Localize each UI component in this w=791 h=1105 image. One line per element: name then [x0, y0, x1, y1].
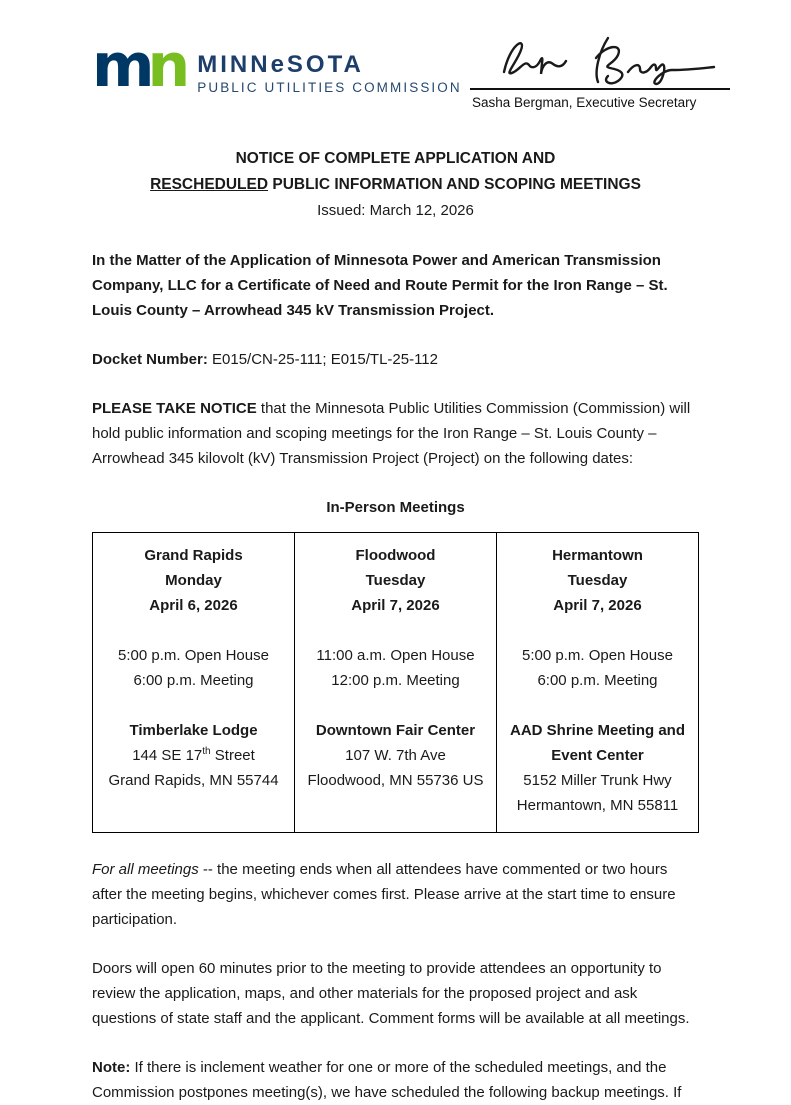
mn-logo-n: n — [147, 31, 184, 101]
document-header — [92, 0, 699, 140]
spacer — [303, 693, 488, 718]
matter-paragraph: In the Matter of the Application of Minnesota Power and American Transmission Company, LLC for a Certificate of Need and Route Permit for the Iron Range – St. Louis County – Arrowhead 345 kV Transmission Project. — [92, 252, 668, 319]
brand-subtitle: PUBLIC UTILITIES COMMISSION — [197, 80, 462, 95]
meeting-city: Grand Rapids — [144, 547, 243, 564]
mn-logo-icon — [92, 31, 184, 101]
address-ordinal: th — [202, 746, 211, 757]
meeting-address-2: Grand Rapids, MN 55744 — [108, 772, 279, 789]
brand-name: MINNeSOTA — [197, 51, 364, 78]
meeting-day: Tuesday — [567, 572, 628, 589]
docket-value: E015/CN-25-111; E015/TL-25-112 — [207, 351, 438, 368]
signature-block — [470, 30, 730, 110]
meeting-day: Tuesday — [365, 572, 426, 589]
meeting-time-1: 5:00 p.m. Open House — [522, 647, 673, 664]
notice-rest: that the Minnesota Public Utilities Commission (Commission) will hold public information and scoping meetings for the Iron Range – St. Louis County – Arrowhead 345 kilovolt (kV) Transmission Project (Project) on the following dates: — [92, 400, 691, 467]
spacer — [101, 693, 286, 718]
notice-title — [92, 146, 699, 224]
title-line-2-rest: PUBLIC INFORMATION AND SCOPING MEETINGS — [268, 176, 641, 193]
spacer — [505, 693, 690, 718]
meeting-city: Floodwood — [355, 547, 436, 564]
for-all-meetings-rest: -- the meeting ends when all attendees have commented or two hours after the meeting begins, whichever comes first. Please arrive at the start time to ensure participation. — [92, 861, 676, 928]
signature-icon — [490, 30, 720, 86]
meeting-address-1 — [101, 743, 286, 768]
meeting-address-1 — [303, 743, 488, 768]
meeting-date: April 7, 2026 — [351, 597, 440, 614]
in-person-meetings-heading: In-Person Meetings — [326, 499, 465, 516]
meeting-address-2: Hermantown, MN 55811 — [516, 797, 679, 814]
spacer — [303, 618, 488, 643]
meeting-date: April 6, 2026 — [149, 597, 238, 614]
spacer — [505, 618, 690, 643]
address-text: Street — [210, 747, 255, 764]
meeting-cell-grand-rapids — [93, 533, 295, 833]
docket-label: Docket Number: — [92, 351, 208, 368]
note-paragraph — [92, 1055, 699, 1105]
docket-number — [92, 347, 699, 372]
meeting-time-2: 6:00 p.m. Meeting — [133, 672, 254, 689]
note-rest: If there is inclement weather for one or more of the scheduled meetings, and the Commission postpones meeting(s), we have scheduled the following backup meetings. If — [92, 1059, 682, 1101]
meeting-date: April 7, 2026 — [553, 597, 642, 614]
address-text: 5152 Miller Trunk Hwy — [523, 772, 672, 789]
meeting-venue: AAD Shrine Meeting and Event Center — [509, 722, 685, 764]
meeting-cell-floodwood — [295, 533, 497, 833]
title-line-1: NOTICE OF COMPLETE APPLICATION AND — [235, 150, 556, 167]
meeting-cell-hermantown — [497, 533, 699, 833]
notice-paragraph — [92, 396, 699, 471]
meeting-time-2: 12:00 p.m. Meeting — [331, 672, 460, 689]
meeting-venue: Timberlake Lodge — [129, 722, 258, 739]
meeting-day: Monday — [165, 572, 222, 589]
issued-date: Issued: March 12, 2026 — [317, 202, 474, 219]
table-row — [93, 533, 699, 833]
title-line-2 — [92, 172, 699, 198]
meeting-time-1: 5:00 p.m. Open House — [118, 647, 269, 664]
spacer — [101, 618, 286, 643]
mn-puc-logo — [92, 31, 462, 101]
address-text: 144 SE 17 — [132, 747, 203, 764]
meeting-address-1 — [505, 768, 690, 793]
for-all-meetings-paragraph — [92, 857, 699, 932]
meeting-city: Hermantown — [552, 547, 643, 564]
for-all-meetings-italic: For all meetings — [92, 861, 199, 878]
meetings-table — [92, 532, 699, 833]
signature-label: Sasha Bergman, Executive Secretary — [472, 95, 697, 110]
address-text: 107 W. 7th Ave — [345, 747, 446, 764]
meeting-time-2: 6:00 p.m. Meeting — [537, 672, 658, 689]
mn-logo-m: m — [92, 31, 148, 101]
meeting-venue: Downtown Fair Center — [315, 722, 476, 739]
document-content — [92, 0, 699, 1105]
meeting-address-2: Floodwood, MN 55736 US — [307, 772, 484, 789]
title-rescheduled: RESCHEDULED — [150, 176, 269, 193]
logo-wordmark — [197, 42, 461, 98]
meeting-time-1: 11:00 a.m. Open House — [316, 647, 475, 664]
notice-bold: PLEASE TAKE NOTICE — [92, 400, 257, 417]
doors-paragraph: Doors will open 60 minutes prior to the meeting to provide attendees an opportunity to review the application, maps, and other materials for the proposed project and ask questions of state staff and the applicant. Comment forms will be available at all meetings. — [92, 960, 690, 1027]
note-label: Note: — [92, 1059, 131, 1076]
